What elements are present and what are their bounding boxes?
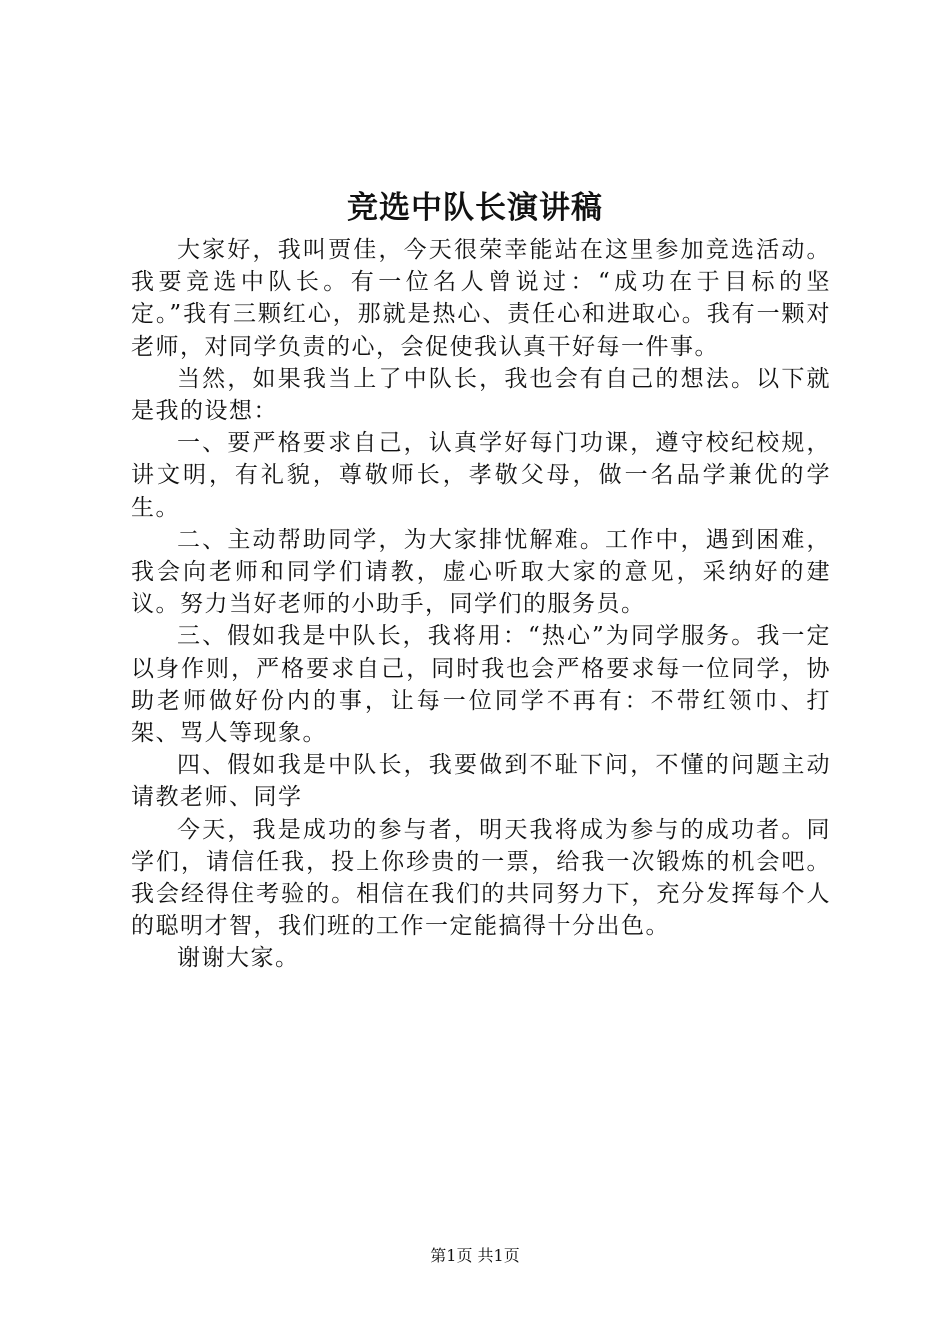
paragraph-thanks: 谢谢大家。 bbox=[177, 945, 300, 972]
paragraph-greeting: 大家好，我叫贾佳，今天很荣幸能站在这里参加竞选活动。我要竞选中队长。有一位名人曾说过：“成功在于目标的坚定。”我有三颗红心，那就是热心、责任心和进取心。我有一颗对老师，对同学负责的心，会促使我认真干好每一件事。 bbox=[131, 237, 831, 360]
paragraph-point-two: 二、主动帮助同学，为大家排忧解难。工作中，遇到困难，我会向老师和同学们请教，虚心听取大家的意见，采纳好的建议。努力当好老师的小助手，同学们的服务员。 bbox=[131, 526, 831, 618]
paragraph-conclusion: 今天，我是成功的参与者，明天我将成为参与的成功者。同学们，请信任我，投上你珍贵的一票，给我一次锻炼的机会吧。我会经得住考验的。相信在我们的共同努力下，充分发挥每个人的聪明才智，我们班的工作一定能搞得十分出色。 bbox=[131, 816, 831, 940]
paragraph-intro-plan: 当然，如果我当上了中队长，我也会有自己的想法。以下就是我的设想： bbox=[131, 365, 831, 425]
paragraph-point-four: 四、假如我是中队长，我要做到不耻下问，不懂的问题主动请教老师、同学 bbox=[131, 752, 831, 811]
page-footer: 第1页 共1页 bbox=[430, 1246, 520, 1265]
document-body bbox=[131, 234, 831, 975]
paragraph-point-three: 三、假如我是中队长，我将用：“热心”为同学服务。我一定以身作则，严格要求自己，同时我也会严格要求每一位同学，协助老师做好份内的事，让每一位同学不再有：不带红领巾、打架、骂人等现象。 bbox=[131, 623, 831, 747]
document-title: 竞选中队长演讲稿 bbox=[347, 190, 603, 226]
paragraph-point-one: 一、要严格要求自己，认真学好每门功课，遵守校纪校规，讲文明，有礼貌，尊敬师长，孝敬父母，做一名品学兼优的学生。 bbox=[131, 430, 831, 521]
